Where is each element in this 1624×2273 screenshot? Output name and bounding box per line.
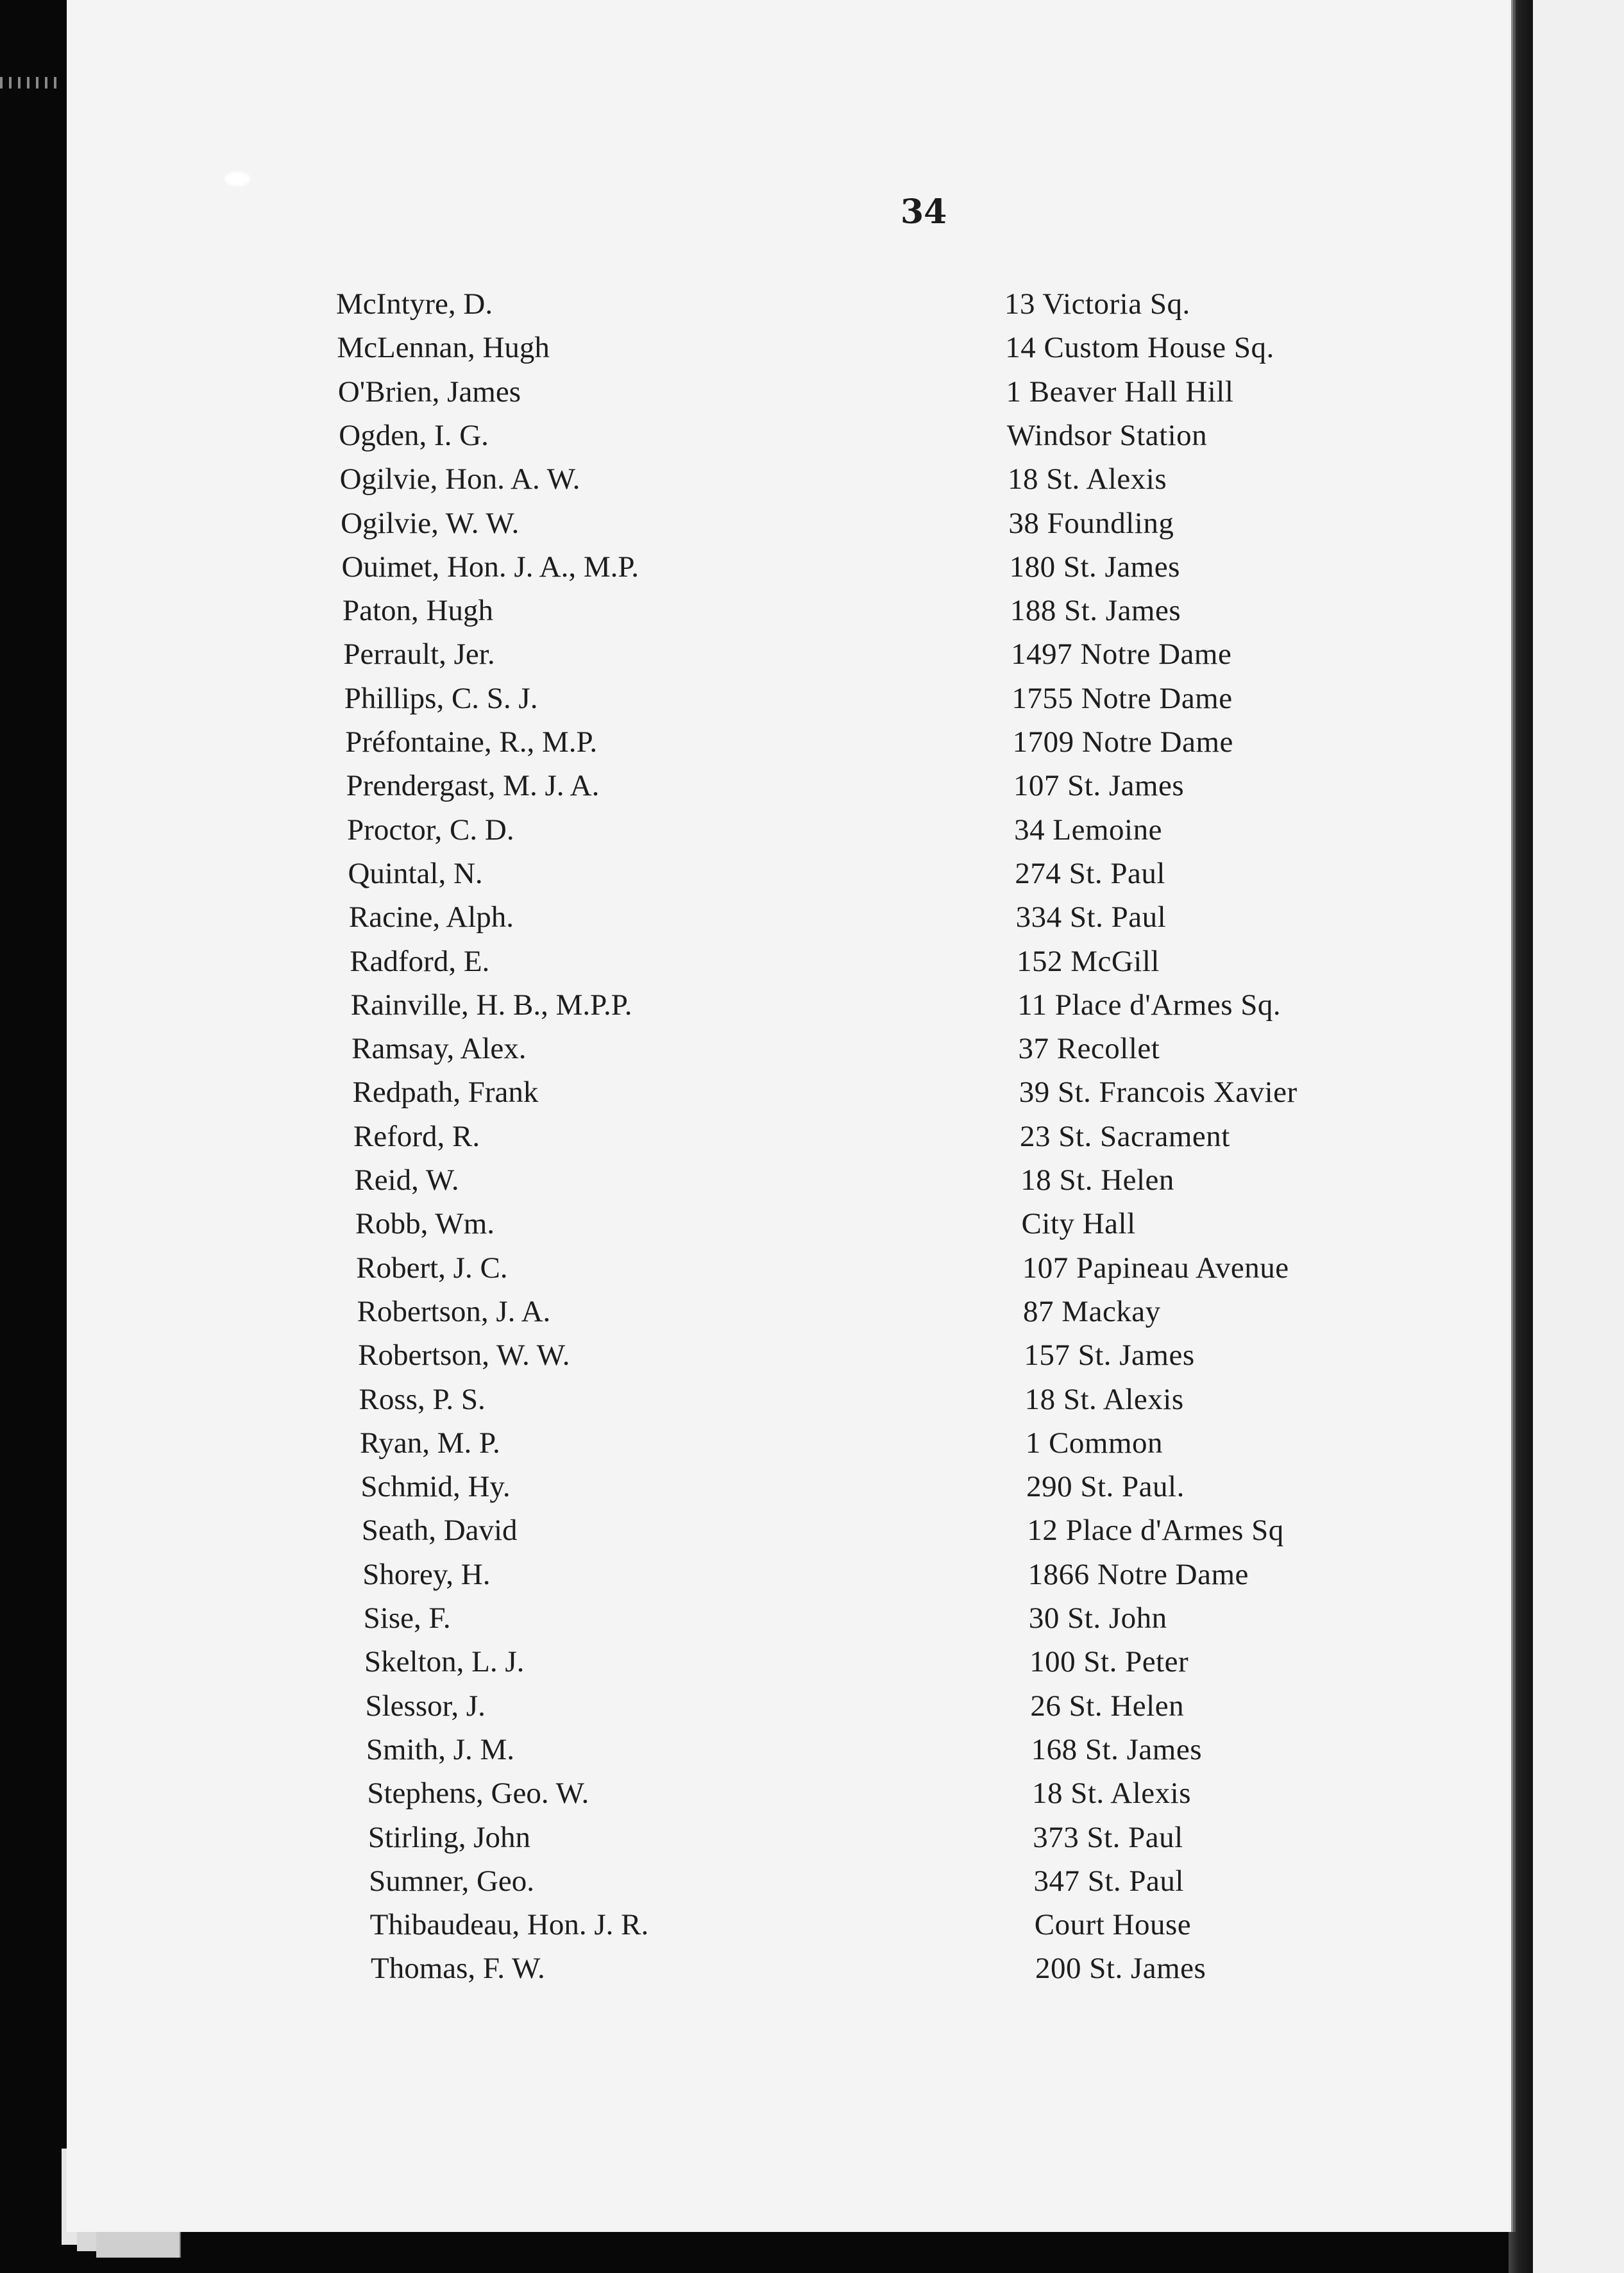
entry-name: Smith, J. M. [366,1732,515,1766]
directory-entry [67,632,1349,676]
directory-entry [67,1640,1349,1684]
directory-entry [67,1816,1349,1859]
entry-address: 1709 Notre Dame [1012,725,1233,759]
entry-name: Reid, W. [354,1163,459,1197]
entry-address: 34 Lemoine [1014,813,1162,847]
entry-name: Slessor, J. [365,1689,486,1723]
directory-entry [67,1070,1349,1114]
directory-entry [67,1421,1349,1465]
entry-name: Shorey, H. [362,1557,491,1591]
directory-entry [67,326,1349,369]
directory-entry [67,1333,1349,1377]
entry-address: 157 St. James [1024,1339,1195,1373]
directory-entry [67,1859,1349,1903]
entry-name: Robertson, J. A. [357,1294,551,1328]
entry-address: 26 St. Helen [1030,1689,1185,1723]
entry-address: 274 St. Paul [1015,856,1165,890]
entry-name: Stirling, John [368,1820,531,1854]
facing-page-edge [1533,0,1624,2273]
directory-page [67,0,1513,2232]
entry-address: 18 St. Alexis [1031,1777,1192,1811]
entry-name: McIntyre, D. [336,287,493,321]
entry-address: 1866 Notre Dame [1028,1557,1249,1591]
directory-entry [67,589,1349,632]
entry-name: Rainville, H. B., M.P.P. [350,988,632,1022]
directory-entry [67,1728,1349,1771]
entry-address: 1497 Notre Dame [1011,638,1232,672]
entry-name: Seath, David [361,1514,518,1548]
page-number: 34 [901,192,947,232]
entry-address: 1 Common [1025,1426,1163,1460]
directory-entry [67,1553,1349,1596]
directory-entry [67,895,1349,939]
entry-name: Ross, P. S. [359,1382,486,1416]
directory-entry [67,414,1349,457]
entry-address: City Hall [1021,1207,1136,1241]
entry-address: 11 Place d'Armes Sq. [1017,988,1281,1022]
directory-entry [67,1378,1349,1421]
entry-address: 14 Custom House Sq. [1005,331,1274,365]
directory-entry [67,1684,1349,1728]
entry-address: 334 St. Paul [1015,900,1167,934]
directory-entry [67,764,1349,807]
entry-address: 30 St. John [1028,1601,1167,1635]
entry-name: Sumner, Geo. [369,1864,535,1898]
entry-address: Court House [1034,1908,1192,1942]
directory-entry [67,1115,1349,1158]
directory-entry [67,545,1349,589]
directory-entry [67,1158,1349,1202]
directory-entry [67,1465,1349,1508]
directory-entry [67,457,1349,501]
directory-entry [67,940,1349,983]
entry-address: 152 McGill [1016,944,1160,978]
entry-name: Schmid, Hy. [360,1470,511,1504]
entry-name: Redpath, Frank [352,1076,539,1110]
entry-address: 13 Victoria Sq. [1004,287,1190,321]
directory-entry [67,1771,1349,1815]
left-margin-marks [0,77,62,89]
directory-entry [67,502,1349,545]
directory-entry [67,1947,1349,1990]
entry-name: Reford, R. [353,1119,480,1153]
entry-name: Perrault, Jer. [343,638,495,672]
entry-name: Ogilvie, W. W. [341,506,520,540]
entry-address: 38 Foundling [1008,506,1174,540]
entry-address: 107 St. James [1013,769,1185,803]
entry-name: Stephens, Geo. W. [367,1777,589,1811]
entry-name: Paton, Hugh [342,594,493,628]
entry-name: Prendergast, M. J. A. [346,769,600,803]
directory-entry [67,370,1349,414]
entry-address: 347 St. Paul [1033,1864,1184,1898]
entry-name: Robb, Wm. [355,1207,495,1241]
directory-entry [67,1903,1349,1947]
entry-name: Sise, F. [363,1601,451,1635]
entry-name: Proctor, C. D. [347,813,514,847]
entry-address: 18 St. Helen [1020,1163,1174,1197]
entry-name: Skelton, L. J. [364,1645,525,1679]
entry-address: 107 Papineau Avenue [1022,1251,1289,1285]
entry-name: Racine, Alph. [348,900,514,934]
entry-name: Ramsay, Alex. [351,1032,527,1066]
directory-entry [67,1202,1349,1246]
directory-entry [67,1508,1349,1552]
entry-name: Ryan, M. P. [359,1426,500,1460]
entry-address: 290 St. Paul. [1026,1470,1185,1504]
directory-entry [67,983,1349,1027]
entry-name: Robert, J. C. [356,1251,508,1285]
entry-address: 188 St. James [1010,594,1181,628]
entry-address: 18 St. Alexis [1008,462,1167,496]
entry-address: 180 St. James [1009,550,1180,584]
entry-address: Windsor Station [1006,418,1208,452]
entry-name: Thomas, F. W. [371,1952,545,1986]
scan-speck [224,172,250,186]
entry-address: 168 St. James [1031,1732,1202,1766]
entry-name: Ouimet, Hon. J. A., M.P. [341,550,639,584]
entry-address: 23 St. Sacrament [1020,1119,1230,1153]
directory-entry [67,720,1349,764]
entry-name: Radford, E. [350,944,490,978]
entry-address: 1 Beaver Hall Hill [1006,375,1234,409]
entry-address: 100 St. Peter [1029,1645,1189,1679]
directory-entry [67,852,1349,895]
entry-name: Préfontaine, R., M.P. [345,725,598,759]
entry-name: McLennan, Hugh [337,331,550,365]
directory-entry [67,1290,1349,1333]
entry-address: 39 St. Francois Xavier [1019,1076,1298,1110]
directory-entry [67,677,1349,720]
entry-name: Quintal, N. [348,856,483,890]
entry-address: 87 Mackay [1023,1294,1161,1328]
entry-address: 373 St. Paul [1033,1820,1183,1854]
entry-name: Thibaudeau, Hon. J. R. [369,1908,649,1942]
directory-entry [67,1596,1349,1640]
directory-entry [67,1246,1349,1290]
entry-address: 1755 Notre Dame [1011,681,1233,715]
entry-address: 12 Place d'Armes Sq [1027,1514,1284,1548]
entry-name: Robertson, W. W. [358,1339,570,1373]
entry-name: Ogilvie, Hon. A. W. [339,462,580,496]
entry-address: 37 Recollet [1018,1032,1160,1066]
directory-entry [67,282,1349,326]
entry-address: 18 St. Alexis [1024,1382,1184,1416]
entry-address: 200 St. James [1035,1952,1206,1986]
entry-name: Ogden, I. G. [339,418,489,452]
entry-name: Phillips, C. S. J. [344,681,538,715]
directory-entry [67,808,1349,852]
entry-name: O'Brien, James [337,375,521,409]
directory-entry [67,1027,1349,1070]
